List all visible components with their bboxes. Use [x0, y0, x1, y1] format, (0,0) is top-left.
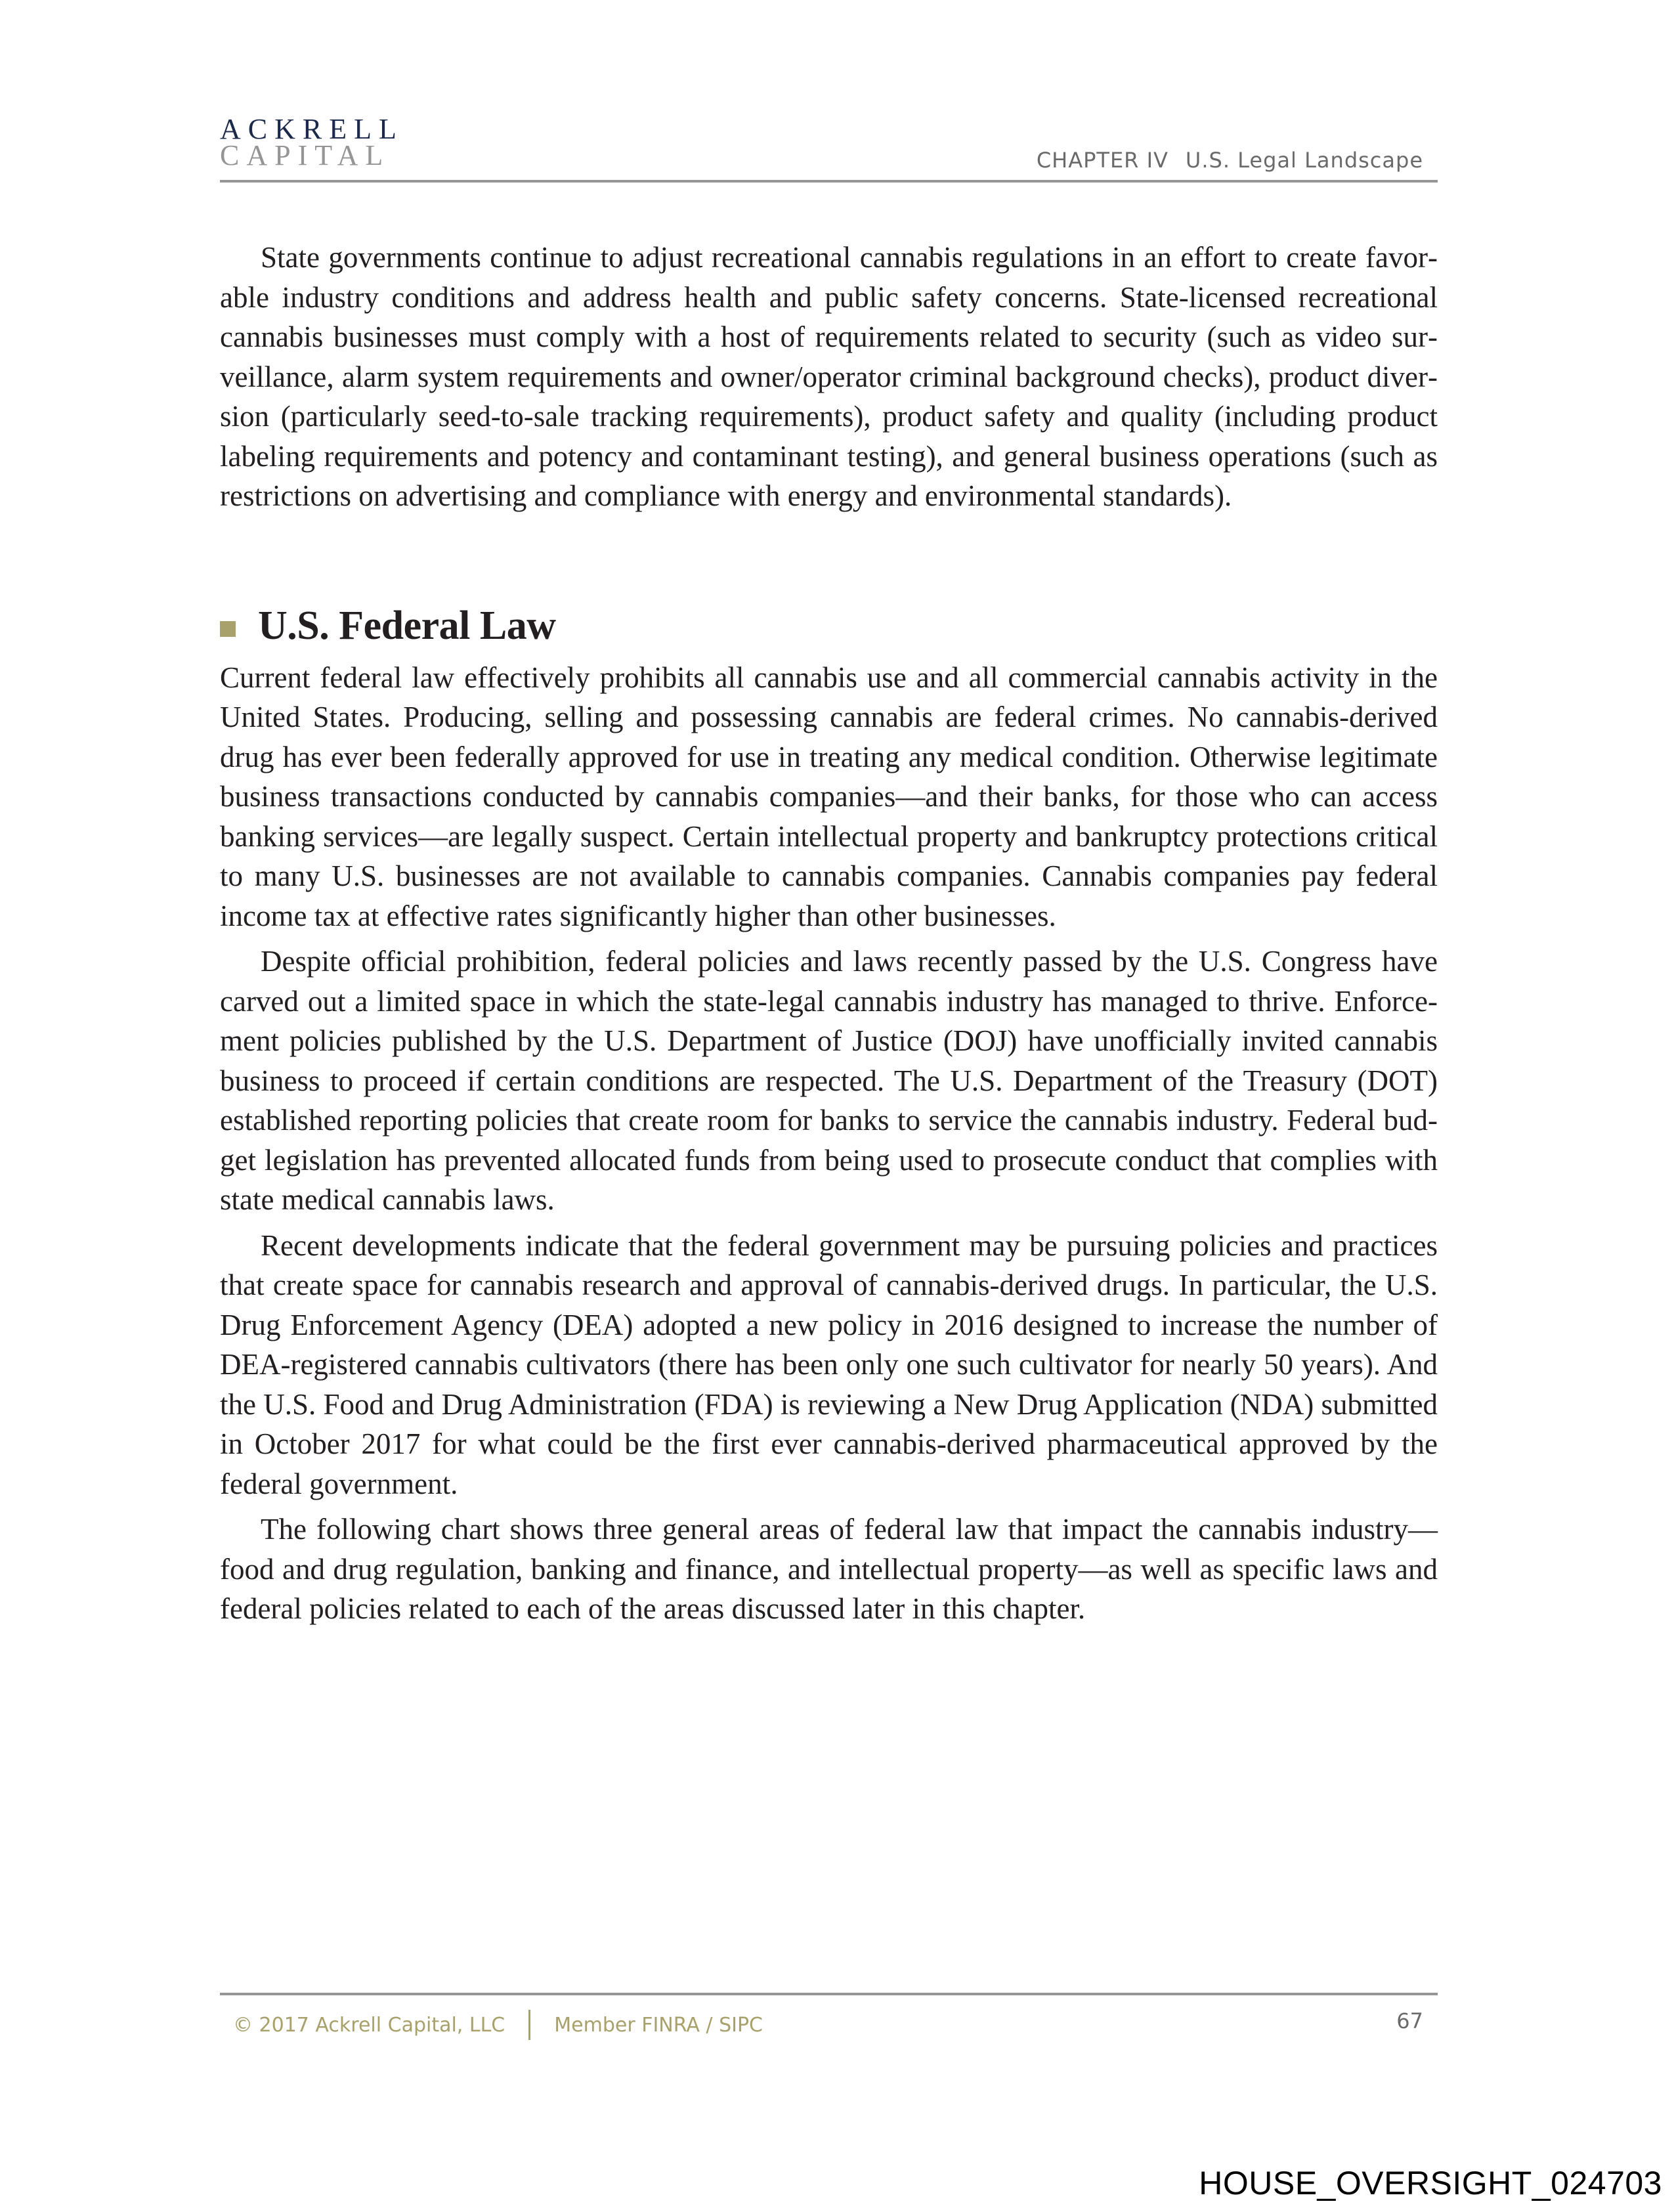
running-header [1037, 148, 1423, 173]
ackrell-capital-logo [220, 115, 404, 170]
logo-line-capital: CAPITAL [220, 139, 391, 171]
footer-divider [220, 1993, 1438, 1995]
chapter-label: CHAPTER IV [1036, 148, 1169, 173]
body-paragraph: The following chart shows three general areas of federal law that impact the cannabis industry—food and drug regulation, banking and finance, and intellectual property—as well as specific laws and federal policies related to each of the areas discussed later in this chapter. [220, 1513, 1438, 1625]
bates-stamp: HOUSE_OVERSIGHT_024703 [1199, 2165, 1662, 2201]
body-paragraph: Despite official prohibition, federal policies and laws recently passed by the U.S. Congress have carved out a limited space in which the state-legal cannabis industry has managed to thrive. Enforcement policies published by the U.S. Department of Justice (DOJ) have unofficially invited cannabis business to proceed if certain conditions are respected. The U.S. Department of the Treasury (DOT) established reporting policies that create room for banks to service the cannabis industry. Federal budget legislation has prevented allocated funds from being used to prosecute conduct that complies with state medical cannabis laws. [220, 945, 1438, 1216]
header-divider [220, 180, 1438, 183]
body-paragraph: Current federal law effectively prohibits all cannabis use and all commercial cannabis activity in the United States. Producing, selling and possessing cannabis are federal crimes. No cannabis-derived drug has ever been federally approved for use in treating any medical condition. Otherwise legitimate business transactions conducted by cannabis companies—and their banks, for those who can access banking services—are legally suspect. Certain intellectual property and bankruptcy protections critical to many U.S. businesses are not available to cannabis companies. Cannabis companies pay federal income tax at effective rates significantly higher than other businesses. [220, 661, 1438, 932]
logo-line-ackrell: ACKRELL [220, 113, 404, 145]
body-paragraph: Recent developments indicate that the federal government may be pursuing policies and practices that create space for cannabis research and approval of cannabis-derived drugs. In particular, the U.S. Drug Enforcement Agency (DEA) adopted a new policy in 2016 designed to increase the number of DEA-registered cannabis cultivators (there has been only one such cultivator for nearly 50 years). And the U.S. Food and Drug Administration (FDA) is reviewing a New Drug Application (NDA) submitted in October 2017 for what could be the first ever cannabis-derived pharmaceutical approved by the federal government. [220, 1228, 1438, 1500]
intro-paragraph: State governments continue to adjust recreational cannabis regulations in an effort to create favorable industry conditions and address health and public safety concerns. State-licensed recreational cannabis businesses must comply with a host of requirements related to security (such as video surveillance, alarm system requirements and owner/operator criminal background checks), product diversion (particularly seed-to-sale tracking requirements), product safety and quality (including product labeling requirements and potency and contaminant testing), and general business operations (such as restrictions on advertising and compliance with energy and environmental standards). [220, 241, 1438, 512]
copyright-text: © 2017 Ackrell Capital, LLC [233, 2013, 505, 2037]
section-title: U.S. Federal Law [258, 603, 556, 649]
footer-separator [528, 2010, 530, 2040]
page-body [220, 238, 1438, 1629]
footer-legal [233, 2010, 763, 2040]
chapter-title: U.S. Legal Landscape [1185, 148, 1423, 173]
page-header [220, 115, 1438, 184]
page-number: 67 [1396, 2008, 1423, 2033]
square-bullet-icon [220, 621, 236, 637]
page-footer [220, 1993, 1438, 2052]
membership-text: Member FINRA / SIPC [554, 2013, 763, 2037]
section-heading [220, 600, 1438, 653]
